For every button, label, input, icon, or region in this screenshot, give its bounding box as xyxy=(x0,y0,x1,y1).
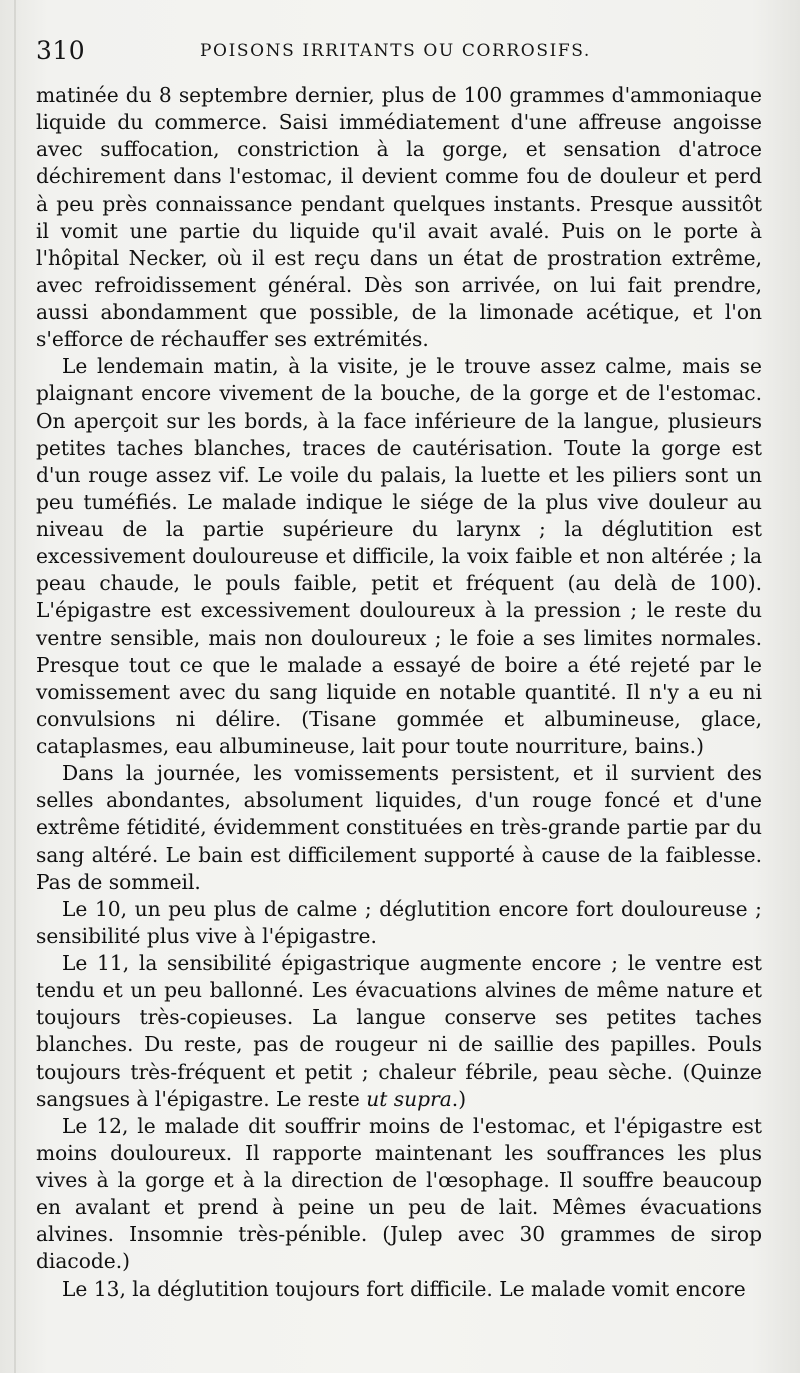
paragraph-journee: Dans la journée, les vomissements persistent, et il survient des selles abondantes, absolument liquides, d'un rouge foncé et d'une extrême fétidité, évidemment constituées en très-grande partie par du sang altéré. Le bain est difficilement supporté à cause de la faiblesse. Pas de sommeil. xyxy=(36,761,762,894)
body-text xyxy=(36,82,762,1303)
paragraph-lendemain: Le lendemain matin, à la visite, je le trouve assez calme, mais se plaignant encore vivement de la bouche, de la gorge et de l'estomac. On aperçoit sur les bords, à la face inférieure de la langue, plusieurs petites taches blanches, traces de cautérisation. Toute la gorge est d'un rouge assez vif. Le voile du palais, la luette et les piliers sont un peu tuméfiés. Le malade indique le siége de la plus vive douleur au niveau de la partie supérieure du larynx ; la déglutition est excessivement douloureuse et difficile, la voix faible et non altérée ; la peau chaude, le pouls faible, petit et fréquent (au delà de 100). L'épigastre est excessivement douloureux à la pression ; le reste du ventre sensible, mais non douloureux ; le foie a ses limites normales. Presque tout ce que le malade a essayé de boire a été rejeté par le vomissement avec du sang liquide en notable quantité. Il n'y a eu ni convulsions ni délire. (Tisane gommée et albumineuse, glace, cataplasmes, eau albumineuse, lait pour toute nourriture, bains.) xyxy=(36,354,762,758)
italic-ut-supra: ut supra xyxy=(366,1086,452,1111)
paragraph-le-11-closing: .) xyxy=(451,1086,467,1111)
paragraph-continuation: matinée du 8 septembre dernier, plus de 100 grammes d'ammoniaque liquide du commerce. Saisi immédiatement d'une affreuse angoisse avec suffocation, constriction à la gorge, et sensation d'atroce déchirement dans l'estomac, il devient comme fou de douleur et perd à peu près connaissance pendant quelques instants. Presque aussitôt il vomit une partie du liquide qu'il avait avalé. Puis on le porte à l'hôpital Necker, où il est reçu dans un état de prostration extrême, avec refroidissement général. Dès son arrivée, on lui fait prendre, aussi abondamment que possible, de la limonade acétique, et l'on s'efforce de réchauffer ses extrémités. xyxy=(36,83,762,352)
paragraph-le-12: Le 12, le malade dit souffrir moins de l'estomac, et l'épigastre est moins douloureux. Il rapporte maintenant les souffrances les plus vives à la gorge et à la direction de l'œsophage. Il souffre beaucoup en avalant et prend à peine un peu de lait. Mêmes évacuations alvines. Insomnie très-pénible. (Julep avec 30 grammes de sirop diacode.) xyxy=(36,1113,762,1274)
page-gutter-shadow xyxy=(14,0,16,1373)
page-number: 310 xyxy=(36,36,86,65)
paragraph-le-13: Le 13, la déglutition toujours fort difficile. Le malade vomit encore xyxy=(62,1276,746,1301)
paragraph-le-11-text: Le 11, la sensibilité épigastrique augmente encore ; le ventre est tendu et un peu ballonné. Les évacuations alvines de même nature et toujours très-copieuses. La langue conserve ses petites taches blanches. Du reste, pas de rougeur ni de saillie des papilles. Pouls toujours très-fréquent et petit ; chaleur fébrile, peau sèche. (Quinze sangsues à l'épigastre. Le reste xyxy=(36,951,762,1111)
paragraph-le-11 xyxy=(36,950,762,1113)
paragraph-le-10: Le 10, un peu plus de calme ; déglutition encore fort douloureuse ; sensibilité plus vive à l'épigastre. xyxy=(36,896,762,948)
page-header xyxy=(36,36,766,70)
running-head: POISONS IRRITANTS OU CORROSIFS. xyxy=(200,41,591,61)
